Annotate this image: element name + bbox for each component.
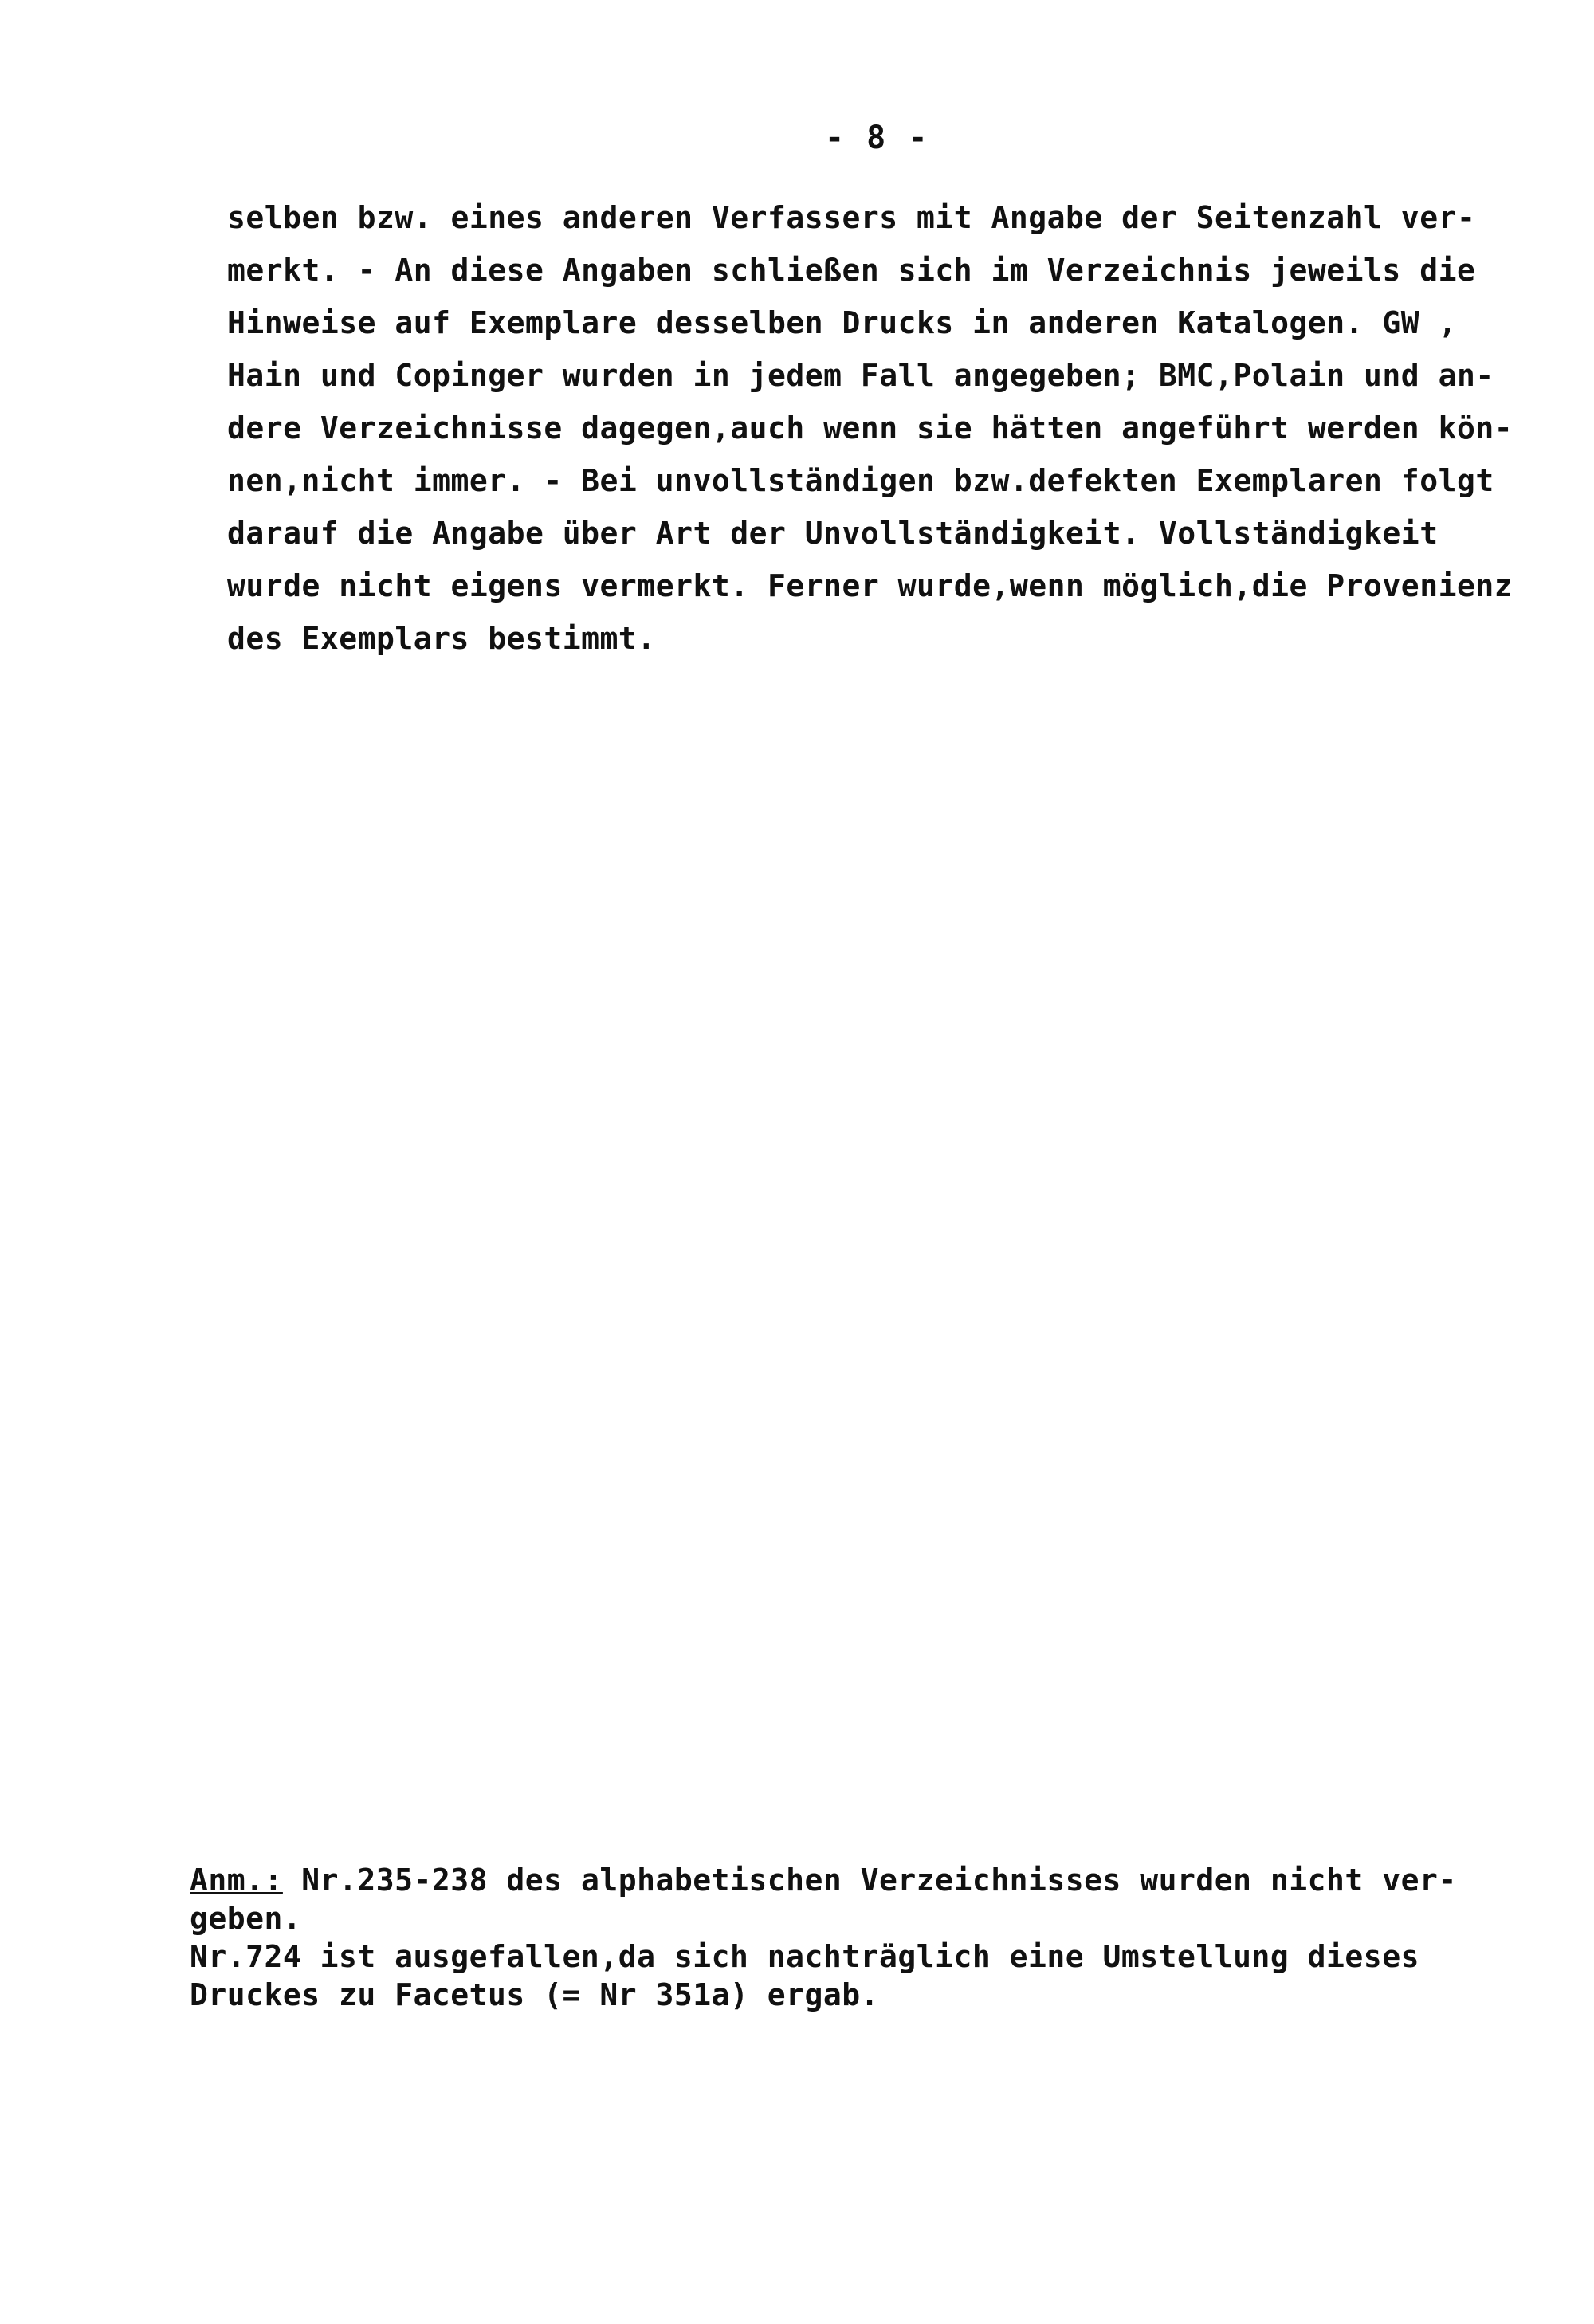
footnote-label: Anm.: <box>190 1863 283 1898</box>
text-line: darauf die Angabe über Art der Unvollständigkeit. Vollständigkeit <box>227 516 1439 551</box>
footnote-line: Druckes zu Facetus (= Nr 351a) ergab. <box>190 1977 879 2012</box>
text-line: Hinweise auf Exemplare desselben Drucks in anderen Katalogen. GW , <box>227 305 1457 340</box>
page-number: - 8 - <box>825 120 929 156</box>
text-line: selben bzw. eines anderen Verfassers mit Angabe der Seitenzahl ver- <box>227 200 1476 235</box>
text-line: merkt. - An diese Angaben schließen sich im Verzeichnis jeweils die <box>227 253 1476 288</box>
text-line: dere Verzeichnisse dagegen,auch wenn sie hätten angeführt werden kön- <box>227 410 1514 446</box>
text-line: nen,nicht immer. - Bei unvollständigen bzw.defekten Exemplaren folgt <box>227 463 1494 498</box>
footnote-block <box>190 1861 1545 2014</box>
text-line: wurde nicht eigens vermerkt. Ferner wurde,wenn möglich,die Provenienz <box>227 568 1514 603</box>
footnote-line: Nr.724 ist ausgefallen,da sich nachträglich eine Umstellung dieses <box>190 1939 1419 1974</box>
text-line: des Exemplars bestimmt. <box>227 621 656 656</box>
footnote-text: Nr.235-238 des alphabetischen Verzeichnisses wurden nicht ver- <box>282 1863 1457 1898</box>
main-text-block <box>227 191 1542 665</box>
text-line: Hain und Copinger wurden in jedem Fall angegeben; BMC,Polain und an- <box>227 358 1494 393</box>
footnote-first-line <box>190 1861 1545 1899</box>
footnote-line: geben. <box>190 1901 302 1936</box>
